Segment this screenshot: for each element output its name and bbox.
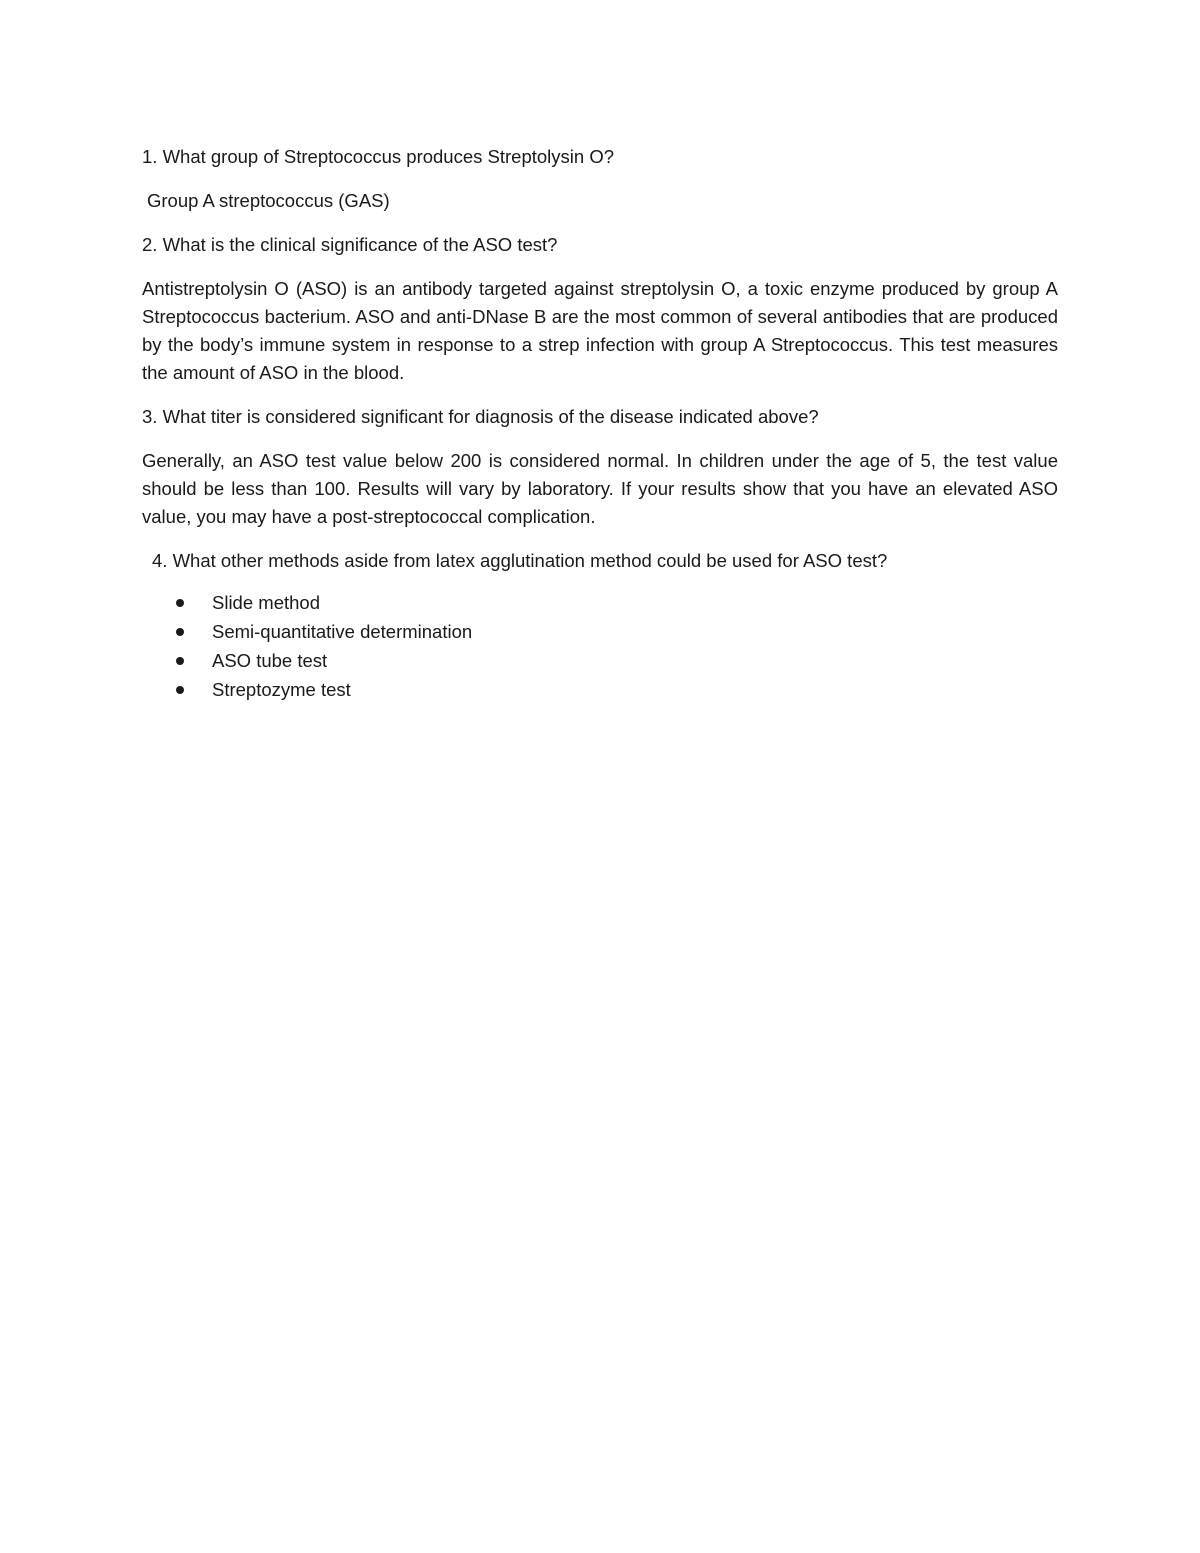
bullet-icon	[176, 628, 184, 636]
list-item	[142, 589, 1058, 618]
answer-1: Group A streptococcus (GAS)	[147, 190, 390, 211]
list-item	[142, 676, 1058, 705]
bullet-icon	[176, 657, 184, 665]
list-item-label: Streptozyme test	[212, 679, 351, 700]
answer-3: Generally, an ASO test value below 200 is considered normal. In children under the age of 5, the test value should be less than 100. Results will vary by laboratory. If your results show that you have an elevated ASO value, you may have a post-streptococcal complication.	[142, 450, 1058, 527]
list-item-label: ASO tube test	[212, 650, 328, 671]
question-3: 3. What titer is considered significant for diagnosis of the disease indicated above?	[142, 406, 819, 427]
question-4: 4. What other methods aside from latex agglutination method could be used for ASO test?	[152, 550, 888, 571]
answer-4-list	[142, 589, 1058, 705]
document-body	[142, 143, 1058, 705]
question-1: 1. What group of Streptococcus produces Streptolysin O?	[142, 146, 614, 167]
answer-2: Antistreptolysin O (ASO) is an antibody targeted against streptolysin O, a toxic enzyme produced by group A Streptococcus bacterium. ASO and anti-DNase B are the most common of several antibodies that are produced by the body’s immune system in response to a strep infection with group A Streptococcus. This test measures the amount of ASO in the blood.	[142, 278, 1058, 383]
bullet-icon	[176, 599, 184, 607]
bullet-icon	[176, 686, 184, 694]
list-item	[142, 618, 1058, 647]
question-2: 2. What is the clinical significance of the ASO test?	[142, 234, 558, 255]
list-item-label: Slide method	[212, 592, 320, 613]
list-item	[142, 647, 1058, 676]
list-item-label: Semi-quantitative determination	[212, 621, 473, 642]
